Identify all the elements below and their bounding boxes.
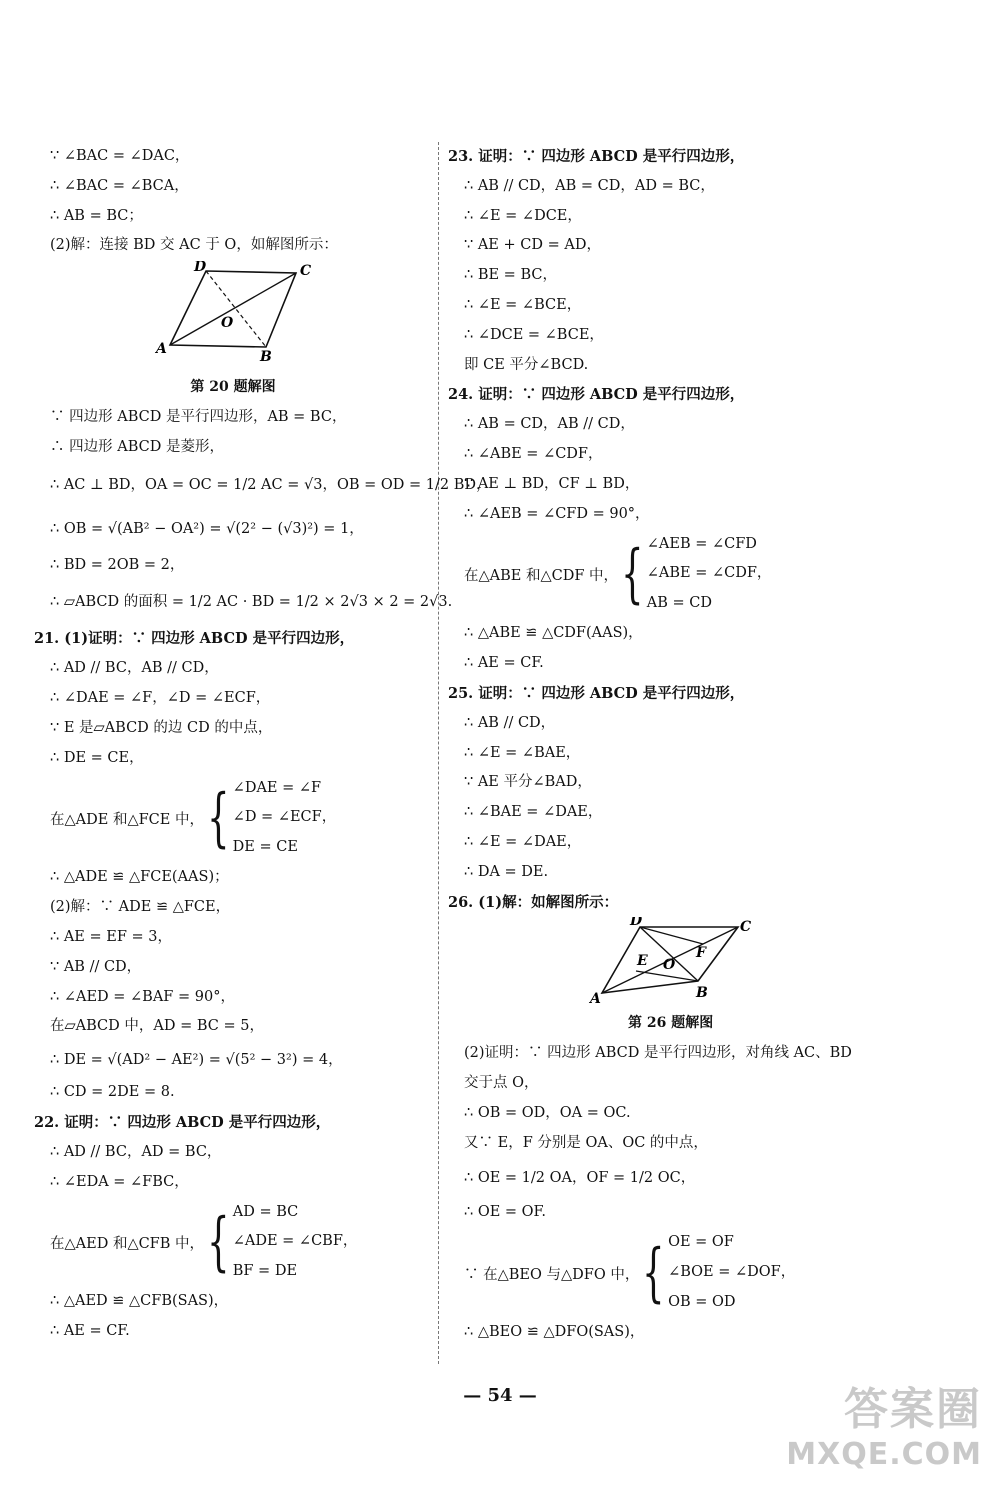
label-d: D	[194, 261, 207, 276]
text-line: ∵ 四边形 ABCD 是平行四边形，AB = BC，	[50, 408, 347, 425]
condition: OB = OD	[668, 1294, 736, 1310]
condition: ∠AEB = ∠CFD	[646, 535, 757, 552]
text-line: (2)解：连接 BD 交 AC 于 O，如解图所示：	[50, 237, 338, 254]
system-conditions	[647, 530, 772, 619]
text-line: ∴ ∠BAE = ∠DAE，	[464, 804, 603, 821]
text-line: ∴ DA = DE.	[464, 863, 549, 880]
text-line: ∵ AE 平分∠BAD，	[464, 774, 592, 791]
label-e: E	[637, 953, 648, 970]
left-column	[34, 142, 491, 1347]
figure-26	[448, 917, 968, 1009]
text-line: ∴ OB = √(AB² − OA²) = √(2² − (√3)²) = 1，	[50, 520, 364, 537]
system-conditions	[233, 774, 337, 863]
text-line: ∴ CD = 2DE = 8.	[50, 1084, 175, 1101]
text-line: ∵ E 是▱ABCD 的边 CD 的中点，	[50, 719, 273, 736]
text-line: ∴ ∠E = ∠BAE，	[464, 744, 581, 761]
text-line: ∴ ▱ABCD 的面积 = 1/2 AC · BD = 1/2 × 2√3 × 2 = 2√3.	[50, 594, 453, 611]
question-heading: 25. 证明：∵ 四边形 ABCD 是平行四边形，	[448, 684, 745, 702]
condition: BF = DE	[232, 1263, 298, 1280]
text-line: ∴ AB = CD，AB // CD，	[464, 416, 635, 433]
congruence-system	[34, 1197, 432, 1287]
brace-symbol: {	[621, 537, 644, 612]
system-prefix: 在△ABE 和△CDF 中，	[464, 567, 619, 584]
question-22	[34, 1108, 432, 1347]
text-line: ∴ ∠E = ∠BCE，	[464, 296, 582, 313]
label-c: C	[740, 919, 752, 936]
label-f: F	[696, 945, 706, 962]
question-26	[448, 888, 968, 1348]
text-line: ∴ ∠E = ∠DAE，	[464, 833, 582, 850]
condition: ∠ABE = ∠CDF，	[646, 565, 772, 582]
watermark	[786, 1373, 982, 1472]
label-a: A	[156, 341, 167, 358]
system-prefix: 在△ADE 和△FCE 中，	[50, 811, 204, 828]
question-23	[448, 142, 968, 380]
condition: AD = BC	[232, 1203, 299, 1220]
question-heading: 21. (1)证明：∵ 四边形 ABCD 是平行四边形，	[34, 630, 355, 648]
page-number: — 54 —	[463, 1385, 537, 1406]
system-conditions	[668, 1228, 795, 1317]
q20-continuation	[34, 142, 432, 261]
system-conditions	[233, 1198, 358, 1287]
text-line: ∴ △BEO ≌ △DFO(SAS)，	[464, 1324, 645, 1341]
brace-symbol: {	[207, 1205, 230, 1280]
text-line: ∴ △ABE ≌ △CDF(AAS)，	[464, 625, 643, 642]
text-line: ∴ ∠EDA = ∠FBC，	[50, 1173, 189, 1190]
parallelogram-diagram-20	[34, 261, 432, 373]
label-o: O	[221, 315, 234, 332]
label-b: B	[696, 985, 708, 1002]
text-line: ∴ AE = CF.	[464, 655, 544, 672]
condition: ∠D = ∠ECF，	[232, 809, 337, 826]
text-line: ∵ AE ⊥ BD，CF ⊥ BD，	[464, 475, 640, 492]
text-line: (2)解：∵ ADE ≌ △FCE，	[50, 899, 231, 916]
text-line: ∴ DE = √(AD² − AE²) = √(5² − 3²) = 4，	[50, 1052, 343, 1069]
text-line: ∴ OB = OD，OA = OC.	[464, 1104, 631, 1121]
condition: ∠BOE = ∠DOF，	[668, 1264, 796, 1281]
text-line: ∴ BD = 2OB = 2，	[50, 556, 185, 573]
text-line: 在▱ABCD 中，AD = BC = 5，	[50, 1018, 264, 1035]
condition: ∠DAE = ∠F	[232, 779, 322, 796]
condition: OE = OF	[668, 1234, 734, 1251]
congruence-system	[448, 1228, 968, 1318]
q20-solution	[34, 403, 491, 624]
text-line: ∴ ∠DAE = ∠F，∠D = ∠ECF，	[50, 689, 271, 706]
text-line: (2)证明：∵ 四边形 ABCD 是平行四边形，对角线 AC、BD	[464, 1045, 852, 1062]
label-b: B	[260, 349, 272, 366]
text-line: ∵ AE + CD = AD，	[464, 237, 601, 254]
watermark-url: MXQE.COM	[786, 1437, 982, 1472]
text-line: ∴ ∠AED = ∠BAF = 90°，	[50, 988, 235, 1005]
condition: ∠ADE = ∠CBF，	[232, 1233, 358, 1250]
figure-20	[34, 261, 432, 373]
system-prefix: ∵ 在△BEO 与△DFO 中，	[464, 1266, 640, 1283]
figure-caption-20: 第 20 题解图	[190, 379, 276, 396]
text-line: ∴ AC ⊥ BD，OA = OC = 1/2 AC = √3，OB = OD = 1/2 BD，	[50, 476, 491, 493]
text-line: ∴ DE = CE，	[50, 749, 144, 766]
label-o: O	[663, 957, 676, 974]
text-line: ∴ 四边形 ABCD 是菱形，	[50, 438, 224, 455]
text-line: ∴ AB // CD，AB = CD，AD = BC，	[464, 177, 715, 194]
condition: DE = CE	[232, 839, 298, 856]
text-line: ∴ AD // BC，AD = BC，	[50, 1143, 222, 1160]
text-line: ∴ AD // BC，AB // CD，	[50, 660, 219, 677]
system-prefix: 在△AED 和△CFB 中，	[50, 1235, 205, 1252]
label-c: C	[300, 263, 312, 280]
question-heading: 22. 证明：∵ 四边形 ABCD 是平行四边形，	[34, 1113, 331, 1131]
question-heading: 23. 证明：∵ 四边形 ABCD 是平行四边形，	[448, 148, 745, 165]
condition: AB = CD	[646, 595, 712, 612]
text-line: ∴ △AED ≌ △CFB(SAS)，	[50, 1293, 229, 1310]
text-line: ∴ ∠E = ∠DCE，	[464, 207, 582, 224]
watermark-logo-text: 答案圈	[844, 1384, 982, 1435]
text-line: ∴ AB = BC；	[50, 207, 143, 224]
parallelogram-diagram-26	[448, 917, 968, 1009]
text-line: ∴ OE = OF.	[464, 1204, 546, 1221]
text-line: ∴ OE = 1/2 OA，OF = 1/2 OC，	[464, 1170, 696, 1187]
text-line: ∴ AE = EF = 3，	[50, 928, 172, 945]
text-line: ∵ AB // CD，	[50, 958, 142, 975]
text-line: ∴ △ADE ≌ △FCE(AAS)；	[50, 869, 229, 886]
text-line: ∴ ∠BAC = ∠BCA，	[50, 177, 189, 194]
question-21	[34, 624, 432, 1108]
text-line: ∴ BE = BC，	[464, 267, 557, 284]
figure-caption-26: 第 26 题解图	[628, 1015, 714, 1032]
brace-symbol: {	[207, 781, 230, 856]
text-line: ∴ AE = CF.	[50, 1323, 130, 1340]
label-a: A	[590, 991, 601, 1008]
congruence-system	[34, 773, 432, 863]
column-divider	[438, 142, 439, 1364]
question-heading: 24. 证明：∵ 四边形 ABCD 是平行四边形，	[448, 386, 745, 404]
text-line: ∴ AB // CD，	[464, 714, 556, 731]
text-line: 又∵ E，F 分别是 OA、OC 的中点，	[464, 1134, 708, 1151]
right-column	[448, 142, 968, 1348]
text-line: 即 CE 平分∠BCD.	[464, 356, 589, 373]
question-24	[448, 380, 968, 679]
text-line: ∴ ∠DCE = ∠BCE，	[464, 326, 604, 343]
label-d: D	[630, 917, 643, 930]
question-heading: 26. (1)解：如解图所示：	[448, 893, 619, 911]
brace-symbol: {	[642, 1236, 665, 1311]
text-line: ∴ ∠AEB = ∠CFD = 90°，	[464, 505, 650, 522]
text-line: ∵ ∠BAC = ∠DAC，	[50, 148, 190, 164]
question-25	[448, 679, 968, 888]
text-line: ∴ ∠ABE = ∠CDF，	[464, 445, 603, 462]
text-line: 交于点 O，	[464, 1074, 539, 1091]
congruence-system	[448, 529, 968, 619]
